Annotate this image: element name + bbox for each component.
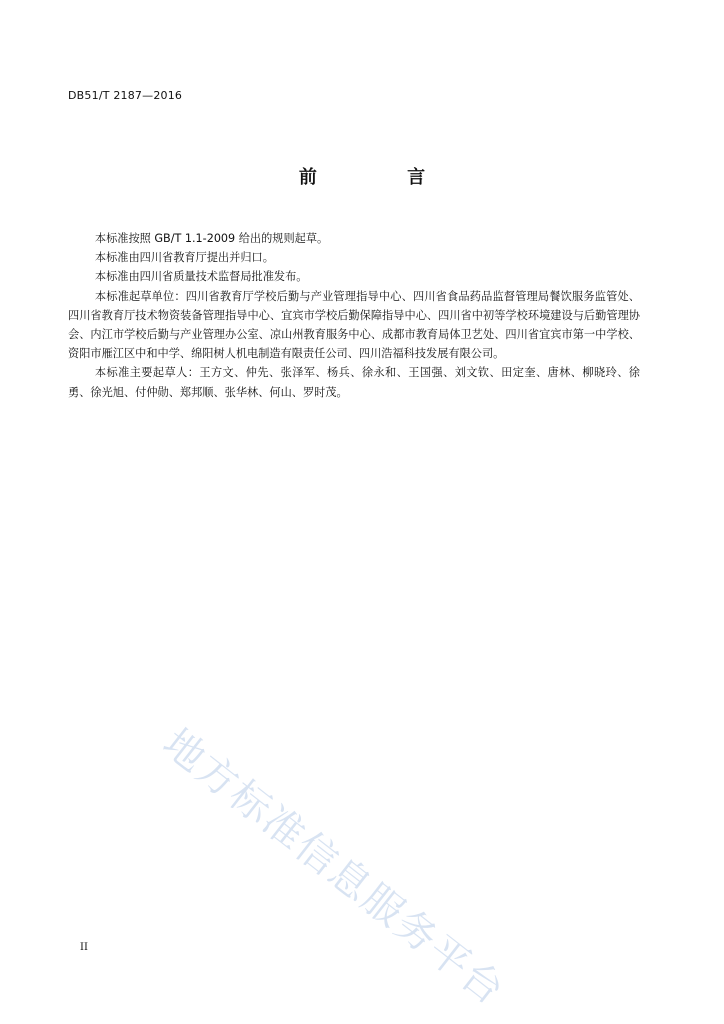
- paragraph-main-drafters: 本标准主要起草人：王方文、仲先、张泽军、杨兵、徐永和、王国强、刘文钦、田定奎、唐林、柳晓玲、徐勇、徐光旭、付仲勋、郑邦顺、张华林、何山、罗时茂。: [68, 366, 640, 399]
- paragraph-approver: 本标准由四川省质量技术监督局批准发布。: [94, 270, 308, 284]
- paragraph-drafting-units: 本标准起草单位：四川省教育厅学校后勤与产业管理指导中心、四川省食品药品监督管理局餐饮服务监管处、四川省教育厅技术物资装备管理指导中心、宜宾市学校后勤保障指导中心、四川省中初等学校环境建设与后勤管理协会、内江市学校后勤与产业管理办公室、凉山州教育服务中心、成都市教育局体卫艺处、四川省宜宾市第一中学校、资阳市雁江区中和中学、绵阳树人机电制造有限责任公司、四川浩福科技发展有限公司。: [68, 289, 640, 361]
- watermark: 地方标准信息服务平台: [154, 720, 514, 1015]
- paragraph-drafting-rules: 本标准按照 GB/T 1.1-2009 给出的规则起草。: [94, 232, 329, 245]
- page-number: II: [80, 942, 88, 953]
- foreword-body: [68, 229, 640, 402]
- paragraph-proposer: 本标准由四川省教育厅提出并归口。: [94, 251, 274, 265]
- document-code: DB51/T 2187—2016: [68, 89, 183, 102]
- page-title: 前 言: [298, 167, 468, 188]
